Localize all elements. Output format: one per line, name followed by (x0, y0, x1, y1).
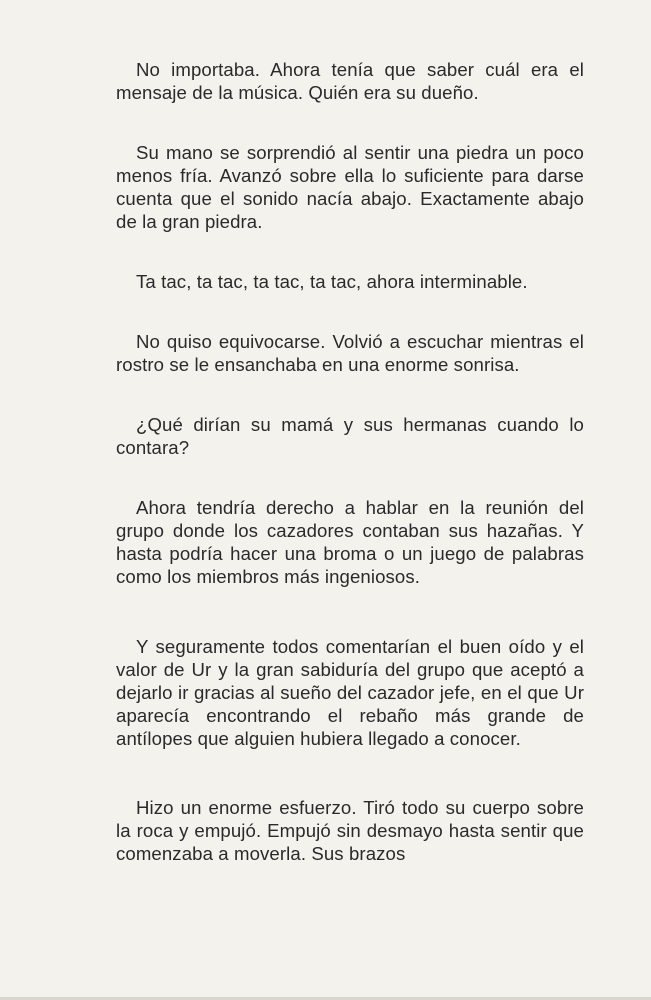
paragraph-8: Hizo un enorme esfuerzo. Tiró todo su cuerpo sobre la roca y empujó. Empujó sin desmayo hasta sentir que comenzaba a moverla. Sus brazos (116, 797, 584, 864)
paragraph-gap (116, 293, 584, 330)
paragraph-3: Ta tac, ta tac, ta tac, ta tac, ahora interminable. (136, 271, 528, 292)
page-text (116, 58, 584, 865)
paragraph-gap (116, 588, 584, 635)
paragraph-1: No importaba. Ahora tenía que saber cuál era el mensaje de la música. Quién era su dueño. (116, 59, 584, 103)
paragraph-gap (116, 459, 584, 496)
paragraph-5: ¿Qué dirían su mamá y sus hermanas cuando lo contara? (116, 414, 584, 458)
paragraph-4: No quiso equivocarse. Volvió a escuchar mientras el rostro se le ensanchaba en una enorme sonrisa. (116, 331, 584, 375)
paragraph-2: Su mano se sorprendió al sentir una piedra un poco menos fría. Avanzó sobre ella lo suficiente para darse cuenta que el sonido nacía abajo. Exactamente abajo de la gran piedra. (116, 142, 584, 232)
paragraph-gap (116, 104, 584, 141)
paragraph-gap (116, 233, 584, 270)
paragraph-gap (116, 750, 584, 796)
paragraph-7: Y seguramente todos comentarían el buen oído y el valor de Ur y la gran sabiduría del grupo que aceptó a dejarlo ir gracias al sueño del cazador jefe, en el que Ur aparecía encontrando el rebaño más grande de antílopes que alguien hubiera llegado a conocer. (116, 636, 584, 749)
paragraph-6: Ahora tendría derecho a hablar en la reunión del grupo donde los cazadores contaban sus hazañas. Y hasta podría hacer una broma o un juego de palabras como los miembros más ingeniosos. (116, 497, 584, 587)
paragraph-gap (116, 376, 584, 413)
